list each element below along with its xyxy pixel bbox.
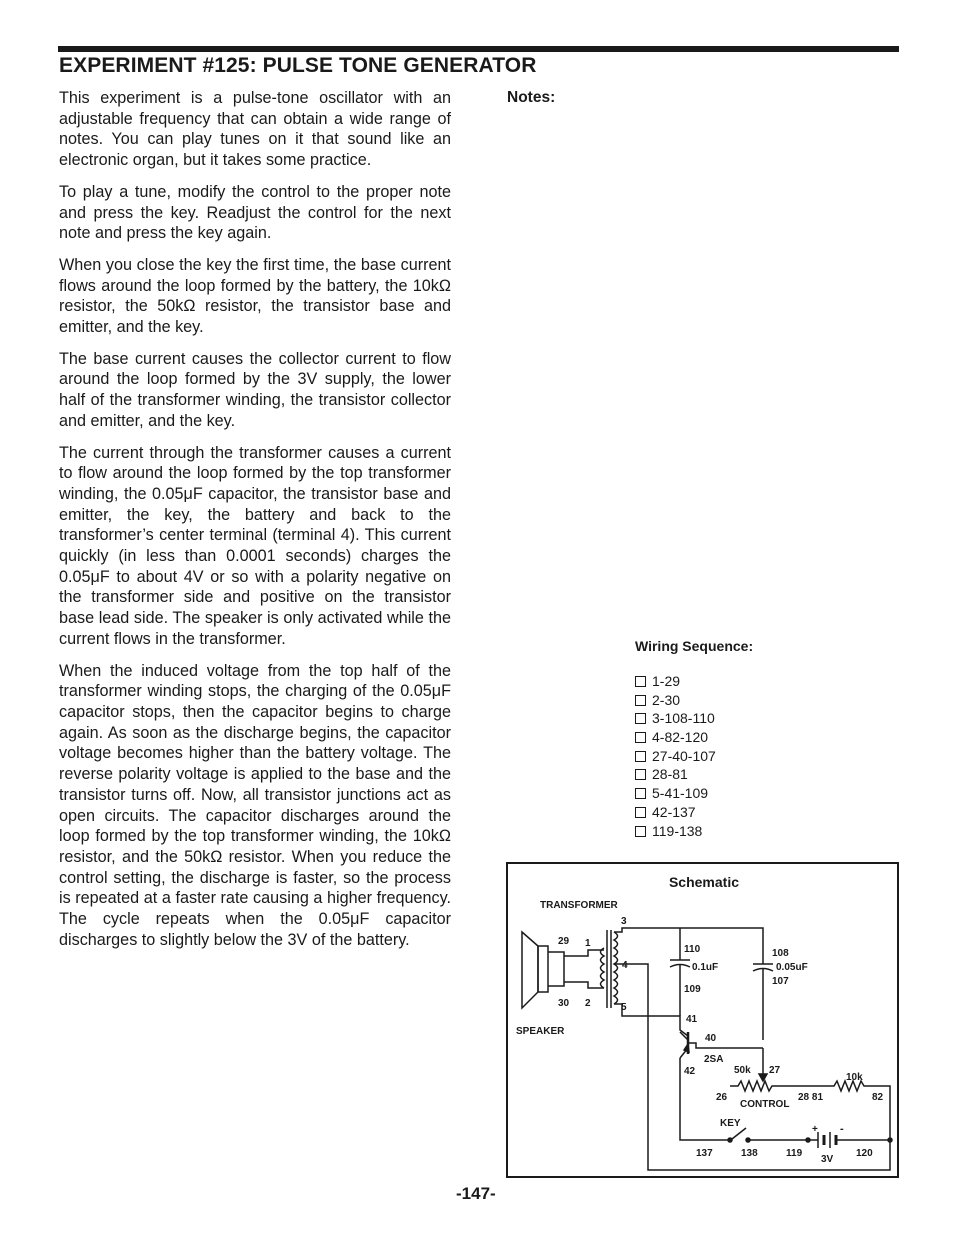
- node-109: 109: [684, 984, 701, 995]
- transistor-icon: [680, 1032, 689, 1058]
- wiring-item-label: 3-108-110: [652, 710, 715, 727]
- speaker-label: SPEAKER: [516, 1026, 565, 1037]
- node-41: 41: [686, 1014, 698, 1025]
- checkbox-icon[interactable]: [635, 751, 646, 762]
- node-138: 138: [741, 1148, 758, 1159]
- wiring-title: Wiring Sequence:: [635, 638, 754, 654]
- node-4: 4: [622, 960, 628, 971]
- wiring-item-label: 5-41-109: [652, 785, 709, 802]
- wiring-item: [635, 709, 753, 728]
- wiring-item-label: 1-29: [652, 673, 681, 689]
- transistor-label: 2SA: [704, 1054, 724, 1065]
- node-108: 108: [772, 948, 789, 959]
- page-number: -147-: [456, 1184, 496, 1203]
- paragraph: The base current causes the collector current to flow around the loop formed by the 3V supply, the lower half of the transformer winding, the transistor collector and emitter, and the key.: [59, 349, 451, 430]
- transformer-label: TRANSFORMER: [540, 900, 618, 911]
- paragraph: When the induced voltage from the top half of the transformer winding stops, the charging of the 0.05μF capacitor stops, then the capacitor begins to charge again. As soon as the discharge begins, the capacitor voltage becomes higher than the battery voltage. The reverse polarity voltage is applied to the base and the transistor turns off. Now, all transistor junctions act as open circuits. The capacitor discharges around the loop formed by the top transformer winding, the 10kΩ resistor, and the 50kΩ resistor. When you reduce the control setting, the discharge is faster, so the process is repeated at a faster rate causing a higher frequency. The cycle repeats when the 0.05μF capacitor discharges to slightly below the 3V of the battery.: [59, 661, 451, 949]
- wiring-item: [635, 691, 753, 710]
- checkbox-icon[interactable]: [635, 788, 646, 799]
- wiring-item-label: 28-81: [652, 766, 688, 783]
- node-107: 107: [772, 976, 789, 987]
- node-137: 137: [696, 1148, 713, 1159]
- node-120: 120: [856, 1148, 873, 1159]
- wiring-item: [635, 822, 753, 841]
- checkbox-icon[interactable]: [635, 769, 646, 780]
- wiring-item: [635, 672, 753, 691]
- node-5: 5: [621, 1002, 627, 1013]
- key-switch-icon: [728, 1128, 750, 1142]
- node-3: 3: [621, 916, 627, 927]
- wiring-item-label: 119-138: [652, 822, 703, 839]
- node-27: 27: [769, 1065, 781, 1076]
- wiring-item: [635, 747, 753, 766]
- paragraph: This experiment is a pulse-tone oscillator with an adjustable frequency that can obtain a wide range of notes. You can play tunes on it that sound like an electronic organ, but it takes some practice.: [59, 89, 451, 170]
- node-110: 110: [684, 944, 701, 955]
- checkbox-icon[interactable]: [635, 732, 646, 743]
- resistor-10k-label: 10k: [846, 1072, 863, 1083]
- paragraph: When you close the key the first time, the base current flows around the loop formed by the battery, the 10kΩ resistor, the 50kΩ resistor, the transistor base and emitter, and the key.: [59, 255, 451, 337]
- node-29: 29: [558, 936, 570, 947]
- wiring-item-label: 2-30: [652, 691, 681, 708]
- node-42: 42: [684, 1066, 696, 1077]
- wiring-item-label: 42-137: [652, 803, 696, 820]
- node-1: 1: [585, 938, 591, 949]
- checkbox-icon[interactable]: [635, 807, 646, 818]
- page-title: EXPERIMENT #125: PULSE TONE GENERATOR: [59, 54, 537, 77]
- transformer-icon: [601, 930, 618, 1008]
- schematic-box: [506, 862, 899, 1178]
- key-label: KEY: [720, 1118, 741, 1129]
- control-label: CONTROL: [740, 1099, 790, 1110]
- node-28-81: 28 81: [798, 1092, 824, 1103]
- body-text: [59, 88, 451, 961]
- node-26: 26: [716, 1092, 728, 1103]
- schematic-title: Schematic: [668, 874, 740, 890]
- node-119: 119: [786, 1148, 803, 1159]
- wiring-item-label: 27-40-107: [652, 747, 716, 764]
- paragraph: To play a tune, modify the control to the proper note and press the key. Readjust the control for the next note and press the key again.: [59, 182, 451, 243]
- cap-0-05uf-label: 0.05uF: [776, 962, 808, 973]
- paragraph: The current through the transformer causes a current to flow around the loop formed by the top transformer winding, the 0.05μF capacitor, the transistor base and emitter, the key, the battery and back to the transformer’s center terminal (terminal 4). This current quickly (in less than 0.0001 seconds) charges the 0.05μF to about 4V or so with a polarity negative on the transformer side and positive on the transistor base lead side. The speaker is only activated while the current flows in the transformer.: [59, 443, 451, 648]
- checkbox-icon[interactable]: [635, 826, 646, 837]
- wiring-item: [635, 728, 753, 747]
- wiring-item: [635, 765, 753, 784]
- wiring-item: [635, 803, 753, 822]
- node-2: 2: [585, 998, 591, 1009]
- wiring-sequence: [635, 638, 753, 840]
- battery-plus: +: [812, 1124, 818, 1135]
- node-82: 82: [872, 1092, 884, 1103]
- battery-3v-label: 3V: [821, 1154, 834, 1165]
- pot-50k-label: 50k: [734, 1065, 751, 1076]
- notes-label: Notes:: [507, 89, 556, 106]
- checkbox-icon[interactable]: [635, 695, 646, 706]
- checkbox-icon[interactable]: [635, 713, 646, 724]
- wiring-item-label: 4-82-120: [652, 729, 709, 746]
- battery-minus: -: [840, 1123, 844, 1135]
- top-rule: [58, 46, 899, 52]
- cap-0-1uf-label: 0.1uF: [692, 962, 719, 973]
- schematic-diagram: [508, 864, 897, 1176]
- checkbox-icon[interactable]: [635, 676, 646, 687]
- battery-icon: [818, 1132, 836, 1148]
- wiring-item: [635, 784, 753, 803]
- node-30: 30: [558, 998, 570, 1009]
- node-40: 40: [705, 1033, 717, 1044]
- wiring-list: [635, 672, 753, 840]
